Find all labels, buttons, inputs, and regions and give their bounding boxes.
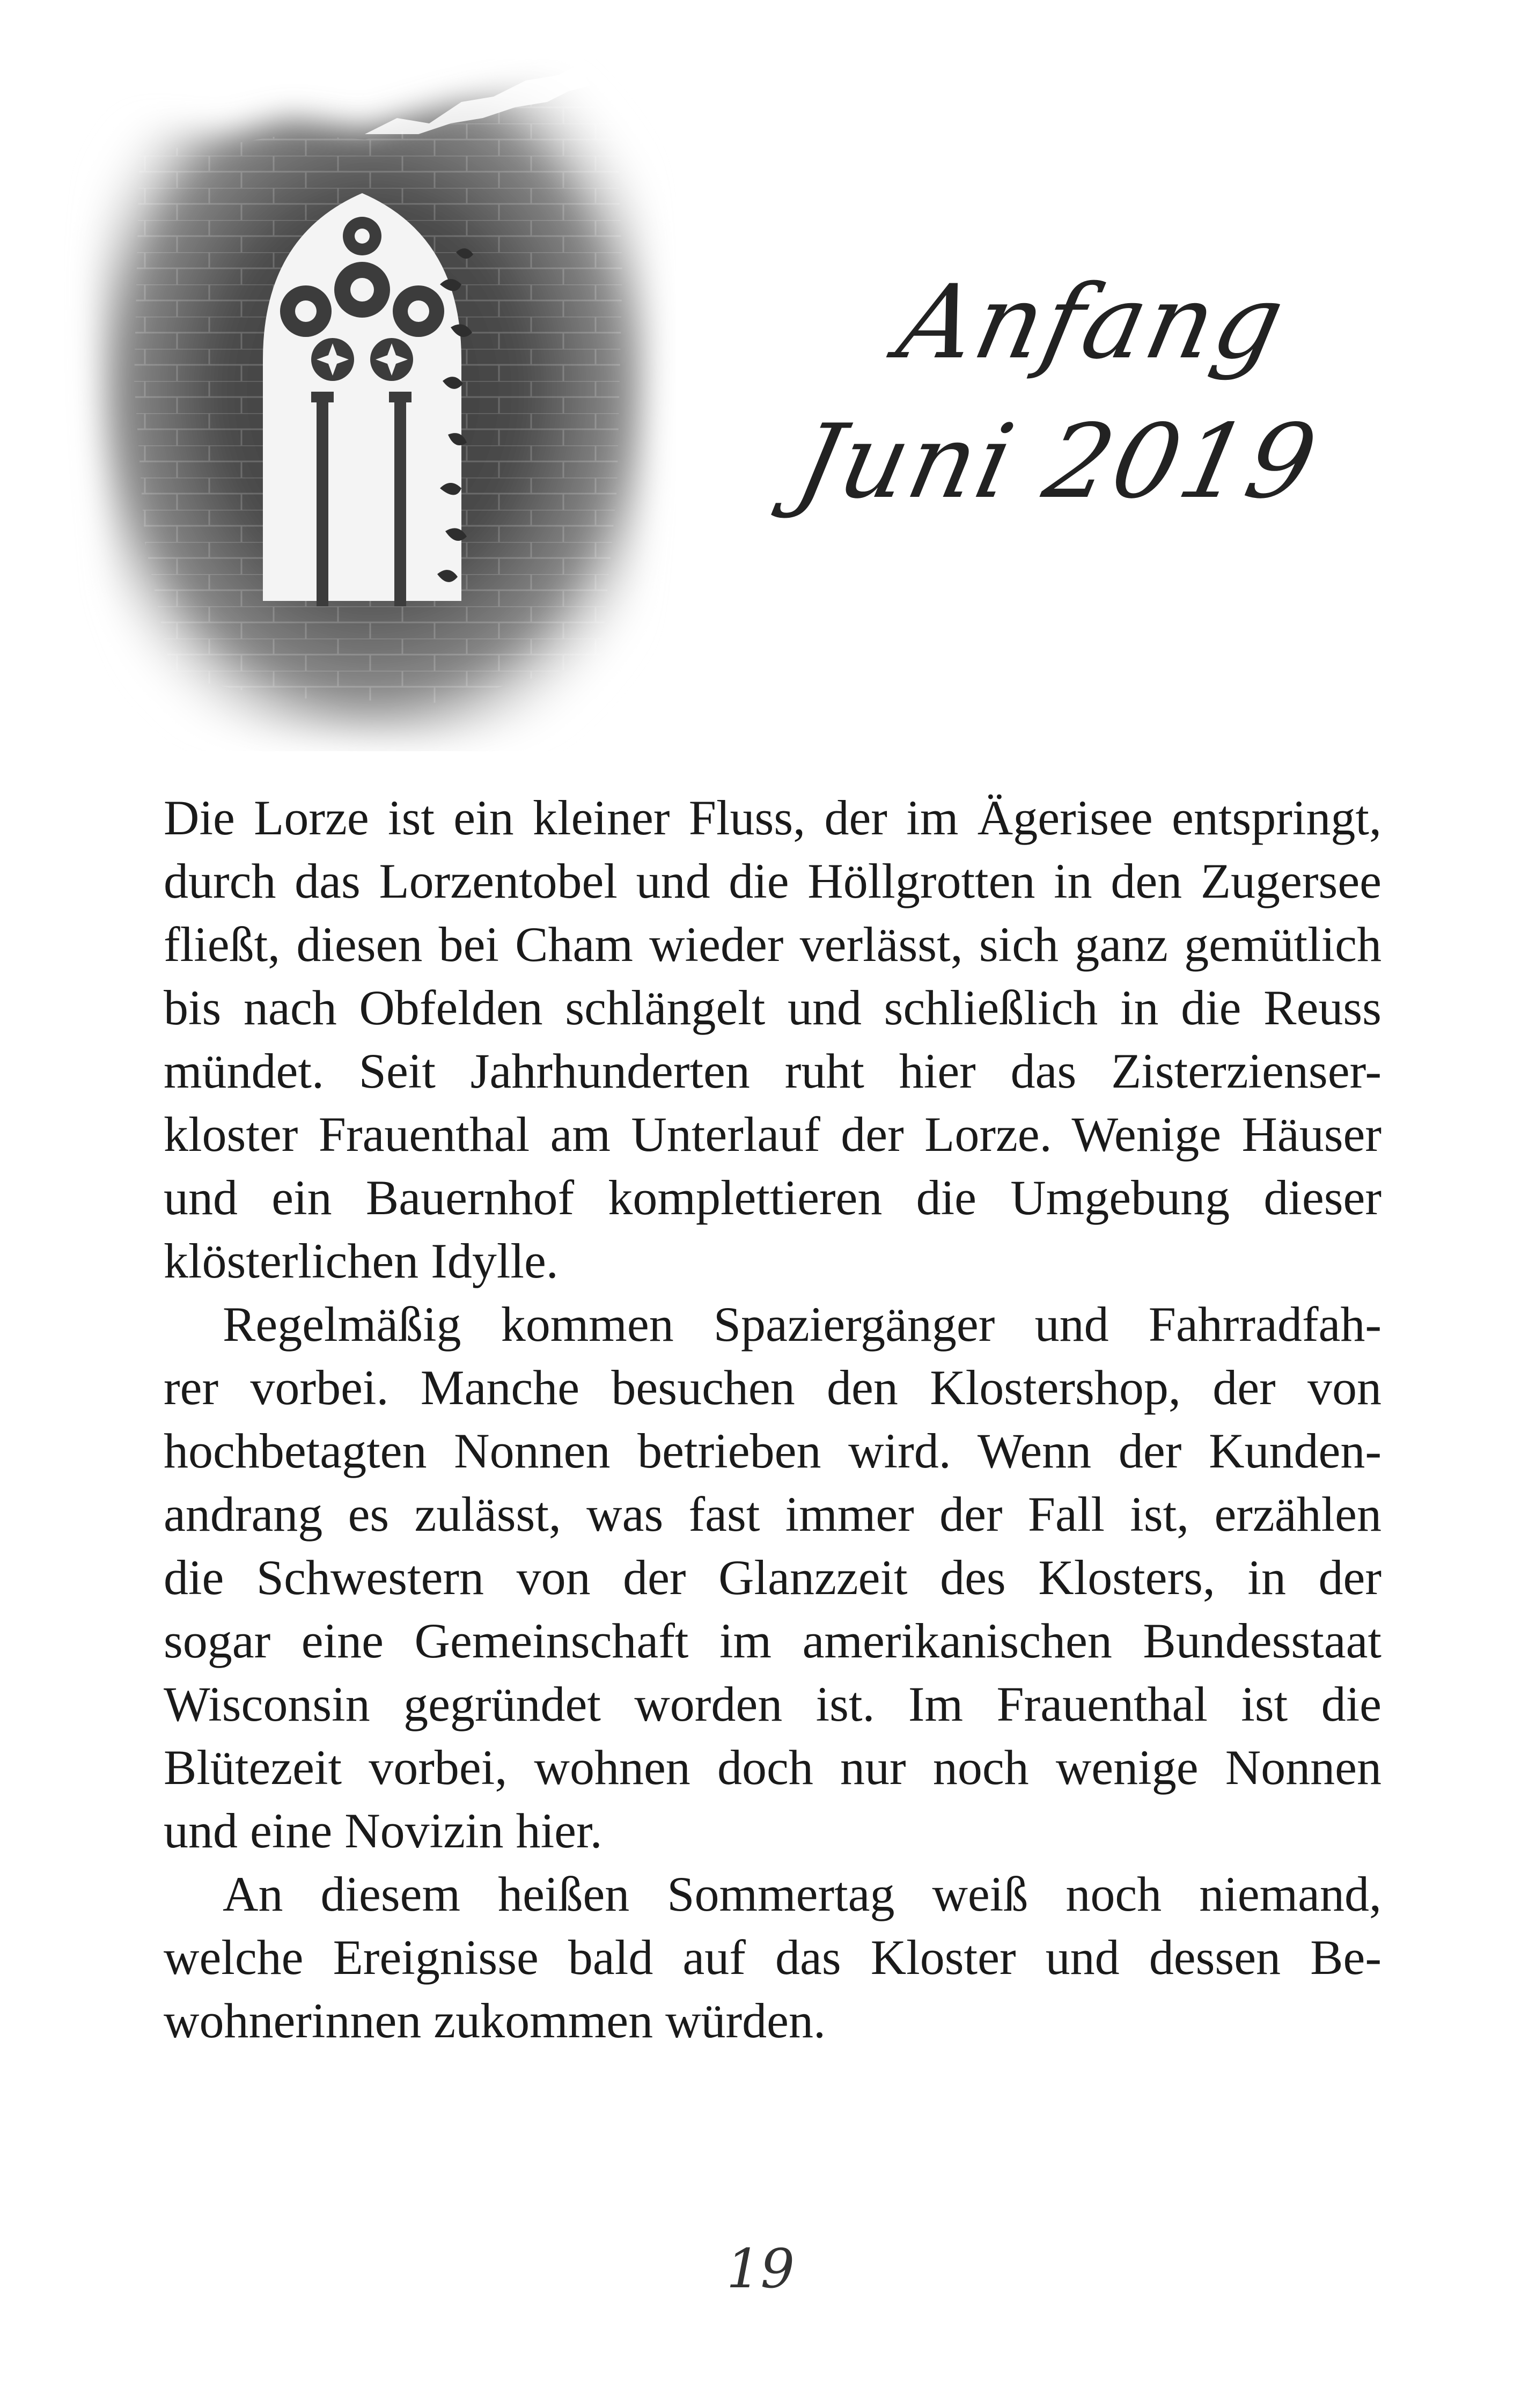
- text-line: welche Ereignisse bald auf das Kloster und dessen Be-: [164, 1930, 1382, 1985]
- heading-line-2: Juni 2019: [787, 402, 1328, 521]
- text-line: und eine Novizin hier.: [164, 1803, 602, 1858]
- text-line: klösterlichen Idylle.: [164, 1234, 559, 1288]
- text-line: Blütezeit vorbei, wohnen doch nur noch wenige Nonnen: [164, 1740, 1382, 1795]
- text-line: bis nach Obfelden schlängelt und schließlich in die Reuss: [164, 980, 1382, 1035]
- paragraph-2: [164, 1293, 1382, 1862]
- text-line: sogar eine Gemeinschaft im amerikanischen Bundesstaat: [164, 1613, 1382, 1668]
- body-text: [164, 786, 1382, 2052]
- text-line: hochbetagten Nonnen betrieben wird. Wenn der Kunden-: [164, 1423, 1382, 1478]
- text-line: durch das Lorzentobel und die Höllgrotten in den Zugersee: [164, 854, 1382, 908]
- text-line: Die Lorze ist ein kleiner Fluss, der im Ägerisee entspringt,: [164, 790, 1382, 845]
- text-line: und ein Bauernhof komplettieren die Umgebung dieser: [164, 1170, 1382, 1225]
- text-line: rer vorbei. Manche besuchen den Klostershop, der von: [164, 1360, 1382, 1415]
- text-line: An diesem heißen Sommertag weiß noch niemand,: [223, 1867, 1382, 1921]
- page-number: 19: [726, 2237, 795, 2300]
- paragraph-3: [164, 1862, 1382, 2052]
- gothic-window-ruin-icon: [64, 59, 676, 751]
- heading-line-1: Anfang: [888, 263, 1296, 381]
- text-line: Wisconsin gegründet worden ist. Im Frauenthal ist die: [164, 1677, 1382, 1731]
- text-line: Regelmäßig kommen Spaziergänger und Fahrradfah-: [223, 1297, 1382, 1352]
- text-line: die Schwestern von der Glanzzeit des Klosters, in der: [164, 1550, 1382, 1605]
- text-line: wohnerinnen zukommen würden.: [164, 1993, 826, 2048]
- text-line: mündet. Seit Jahrhunderten ruht hier das Zisterzienser-: [164, 1044, 1382, 1098]
- text-line: fließt, diesen bei Cham wieder verlässt, sich ganz gemütlich: [164, 917, 1382, 972]
- chapter-heading: [767, 241, 1328, 585]
- text-line: kloster Frauenthal am Unterlauf der Lorze. Wenige Häuser: [164, 1107, 1382, 1162]
- paragraph-1: [164, 786, 1382, 1293]
- text-line: andrang es zulässt, was fast immer der Fall ist, erzählen: [164, 1487, 1382, 1541]
